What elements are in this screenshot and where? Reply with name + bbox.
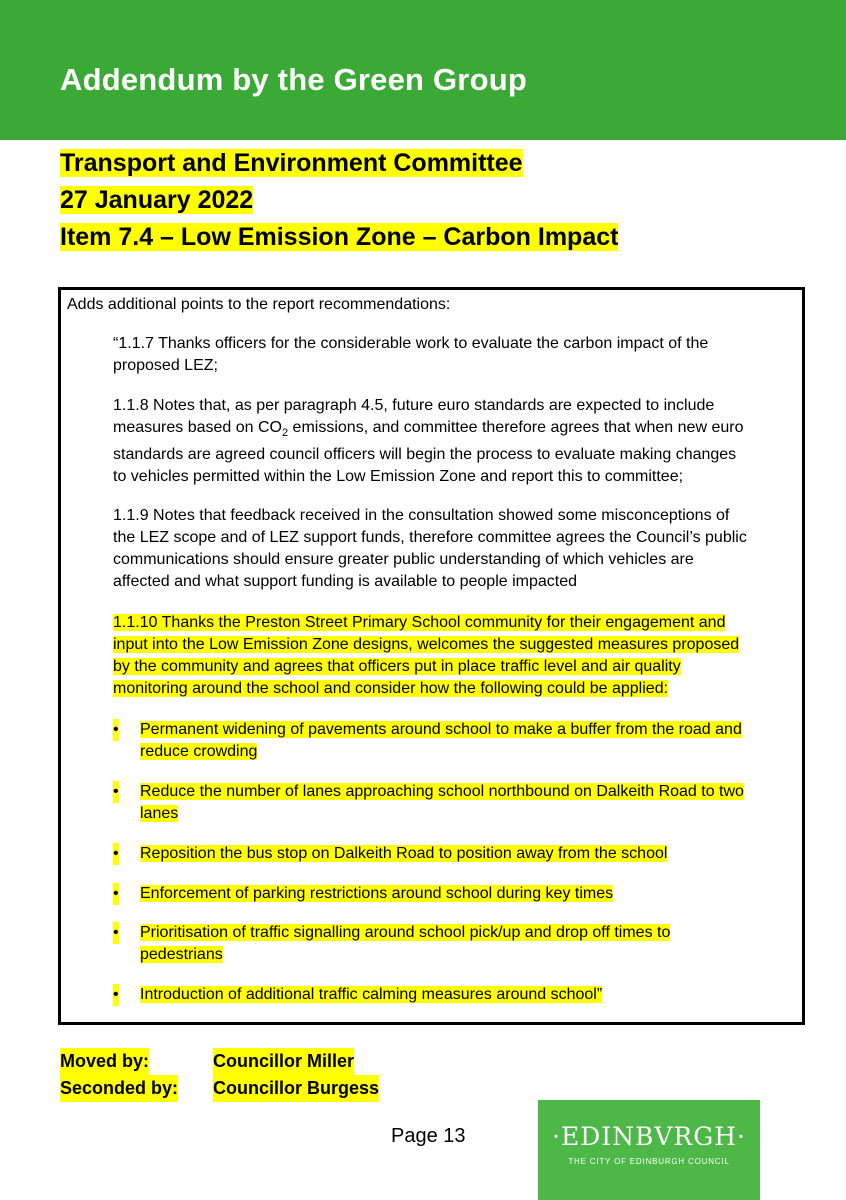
page-number: Page 13 — [391, 1125, 466, 1147]
intro-text: Adds additional points to the report recommendations: — [67, 296, 451, 313]
committee-name: Transport and Environment Committee — [60, 149, 523, 177]
heading-block — [60, 146, 618, 257]
paragraph-1-1-7: “1.1.7 Thanks officers for the considerable work to evaluate the carbon impact of the proposed LEZ; — [113, 335, 709, 374]
bullet-icon: • — [113, 922, 119, 944]
seconded-by-label: Seconded by: — [60, 1075, 178, 1102]
bullet-icon: • — [113, 719, 119, 741]
logo-tagline: THE CITY OF EDINBURGH COUNCIL — [568, 1157, 730, 1166]
moved-by-name: Councillor Miller — [213, 1048, 354, 1075]
bullet-icon: • — [113, 781, 119, 803]
header-banner — [0, 0, 846, 140]
paragraph-1-1-10: 1.1.10 Thanks the Preston Street Primary School community for their engagement and input into the Low Emission Zone designs, welcomes the suggested measures proposed by the community and agrees that officers put in place traffic level and air quality monitoring around the school and consider how the following could be applied: — [113, 614, 740, 697]
seconded-by-name: Councillor Burgess — [213, 1075, 379, 1102]
bullet-icon: • — [113, 883, 119, 905]
meeting-date: 27 January 2022 — [60, 186, 254, 214]
bullet-icon: • — [113, 843, 119, 865]
edinburgh-council-logo — [538, 1100, 760, 1200]
paragraph-1-1-9: 1.1.9 Notes that feedback received in the consultation showed some misconceptions of the LEZ scope and of LEZ support funds, therefore committee agrees the Council’s public communications should ensure greater public understanding of which vehicles are affected and what support funding is available to people impacted — [113, 507, 747, 590]
logo-wordmark: ·EDINBVRGH· — [552, 1122, 746, 1151]
document-title: Addendum by the Green Group — [60, 62, 527, 97]
item-title: Item 7.4 – Low Emission Zone – Carbon Impact — [60, 223, 619, 251]
moved-by-label: Moved by: — [60, 1048, 149, 1075]
signature-block — [60, 1048, 420, 1102]
amendment-box: Adds additional points to the report recommendations: “1.1.7 Thanks officers for the considerable work to evaluate the carbon impact of the proposed LEZ; 1.1.8 Notes that, as per paragraph 4.5, future euro standards are expected to include measures based on $CO_2$ emissions, and committee therefore agrees that when new euro standards are agreed council officers will begin the process to evaluate making changes to vehicles permitted within the Low Emission Zone and report this to committee; 1.1.9 Notes that feedback received in the consultation showed some misconceptions of the LEZ scope and of LEZ support funds, therefore committee agrees the Council’s public communications should ensure greater public understanding of which vehicles are affected and what support funding is available to people impacted 1.1.10 Thanks the Preston Street Primary School community for their engagement and input into the Low Emission Zone designs, welcomes the suggested measures proposed by the community and agrees that officers put in place traffic level and air quality monitoring around the school and consider how the following could be applied: • Permanent widening of pavements around school to make a buffer from the road and reduce crowding • Reduce the number of lanes approaching school northbound on Dalkeith Road to two lanes • Reposition the bus stop on Dalkeith Road to position away from the school • Enforcement of parking restrictions around school during key times • Prioritisation of traffic signalling around school pick/up and drop off times to pedestrians • Introduction of additional traffic calming measures around school” — [58, 287, 805, 1025]
paragraph-1-1-8: 1.1.8 Notes that, as per paragraph 4.5, future euro standards are expected to include measures based on $CO_2$ emissions, and committee therefore agrees that when new euro standards are agreed council officers will begin the process to evaluate making changes to vehicles permitted within the Low Emission Zone and report this to committee; — [113, 397, 744, 486]
bullet-icon: • — [113, 984, 119, 1006]
